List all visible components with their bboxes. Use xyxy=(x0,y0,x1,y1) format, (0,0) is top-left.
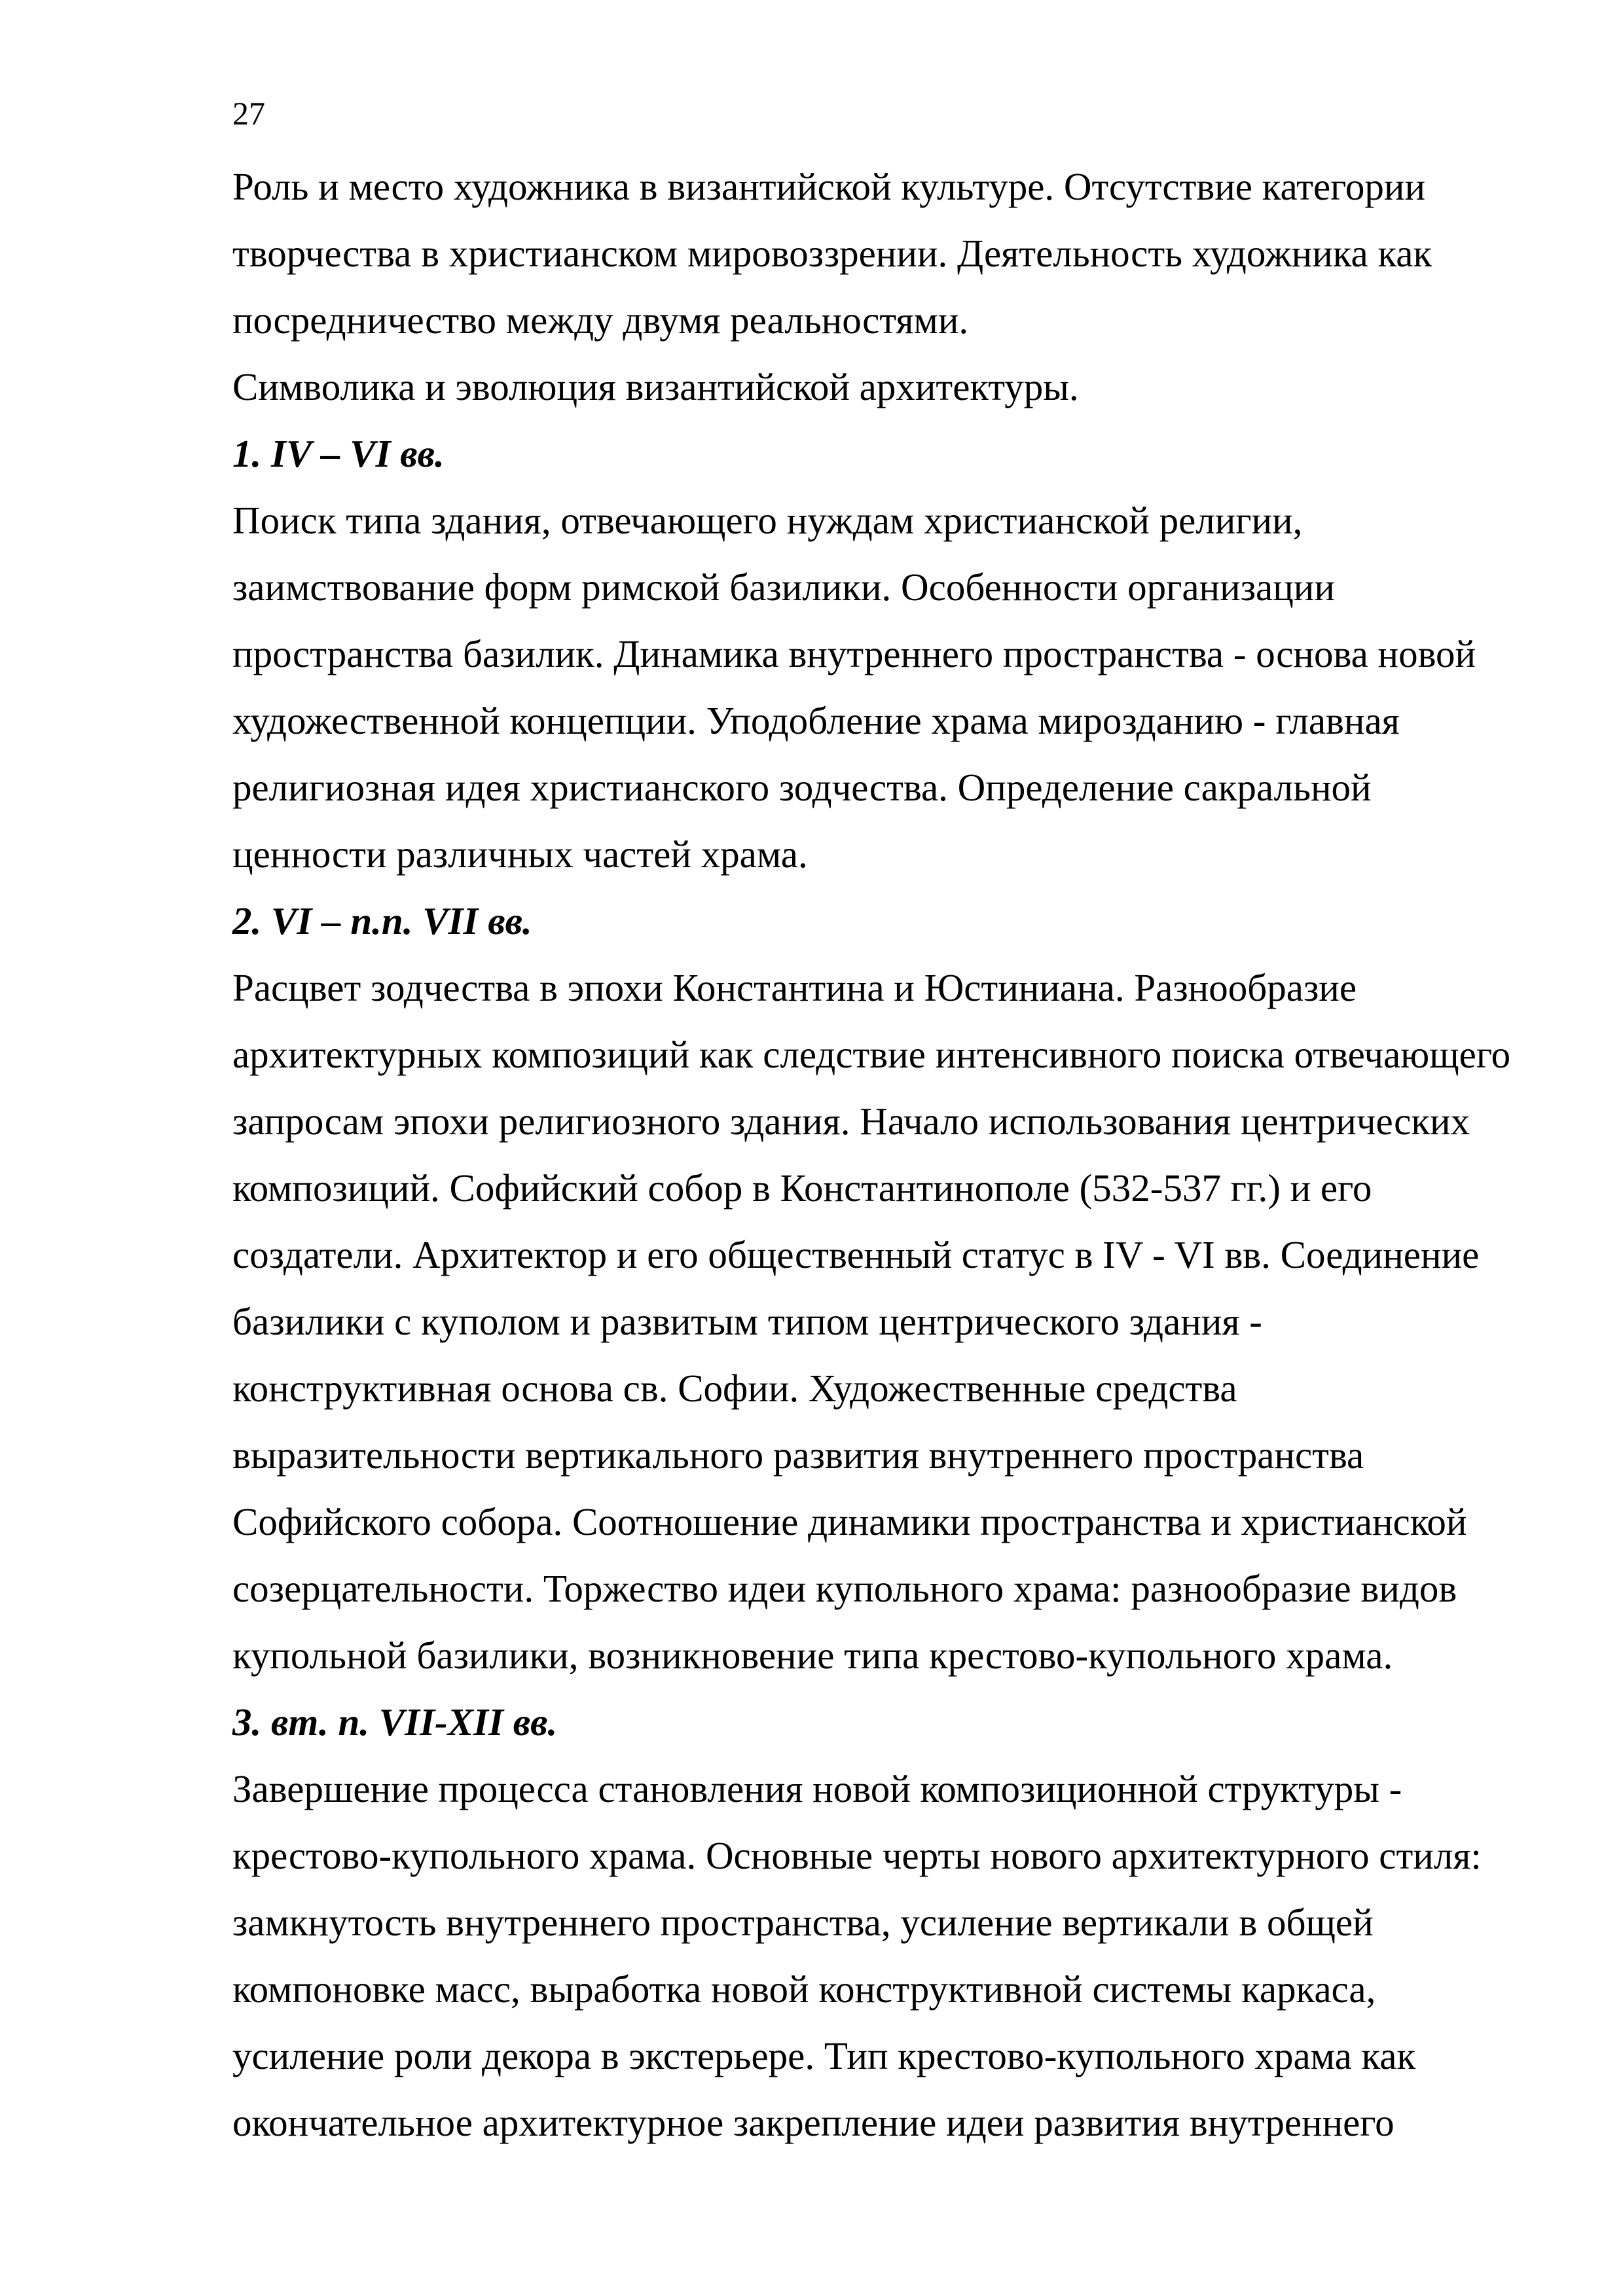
text-line: творчества в христианском мировоззрении. Деятельность художника как xyxy=(232,232,1432,275)
text-line: Символика и эволюция византийской архитектуры. xyxy=(232,365,1079,408)
text-line: пространства базилик. Динамика внутреннего пространства - основа новой xyxy=(232,632,1476,675)
section-heading-3: 3. вт. п. VII-XII вв. xyxy=(232,1700,558,1744)
text-line: художественной концепции. Уподобление храма мирозданию - главная xyxy=(232,699,1400,742)
text-line: замкнутость внутреннего пространства, усиление вертикали в общей xyxy=(232,1901,1374,1944)
text-line: заимствование форм римской базилики. Особенности организации xyxy=(232,565,1335,609)
text-line: религиозная идея христианского зодчества. Определение сакральной xyxy=(232,766,1372,809)
text-line: Софийского собора. Соотношение динамики пространства и христианской xyxy=(232,1500,1467,1543)
text-line: усиление роли декора в экстерьере. Тип крестово-купольного храма как xyxy=(232,2034,1416,2077)
page-number: 27 xyxy=(232,95,265,132)
text-line: Поиск типа здания, отвечающего нуждам христианской религии, xyxy=(232,499,1303,542)
text-line: Роль и место художника в византийской культуре. Отсутствие категории xyxy=(232,165,1426,208)
text-line: ценности различных частей храма. xyxy=(232,833,808,876)
text-line: посредничество между двумя реальностями. xyxy=(232,298,969,342)
section-heading-2: 2. VI – п.п. VII вв. xyxy=(232,899,532,942)
document-body xyxy=(232,153,1529,2156)
text-line: купольной базилики, возникновение типа крестово-купольного храма. xyxy=(232,1634,1393,1677)
text-line: создатели. Архитектор и его общественный статус в IV - VI вв. Соединение xyxy=(232,1233,1480,1276)
text-line: созерцательности. Торжество идеи купольного храма: разнообразие видов xyxy=(232,1567,1457,1610)
text-line: базилики с куполом и развитым типом центрического здания - xyxy=(232,1300,1262,1343)
text-line: композиций. Софийский собор в Константинополе (532-537 гг.) и его xyxy=(232,1166,1372,1210)
text-line: выразительности вертикального развития внутреннего пространства xyxy=(232,1433,1364,1477)
text-line: конструктивная основа св. Софии. Художественные средства xyxy=(232,1367,1237,1410)
text-line: запросам эпохи религиозного здания. Начало использования центрических xyxy=(232,1100,1470,1143)
text-line: компоновке масс, выработка новой конструктивной системы каркаса, xyxy=(232,1967,1376,2011)
text-line: крестово-купольного храма. Основные черты нового архитектурного стиля: xyxy=(232,1834,1482,1877)
section-heading-1: 1. IV – VI вв. xyxy=(232,432,445,475)
text-line: Завершение процесса становления новой композиционной структуры - xyxy=(232,1767,1402,1810)
text-line: архитектурных композиций как следствие интенсивного поиска отвечающего xyxy=(232,1033,1511,1076)
text-line: Расцвет зодчества в эпохи Константина и Юстиниана. Разнообразие xyxy=(232,966,1357,1009)
text-line: окончательное архитектурное закрепление идеи развития внутреннего xyxy=(232,2101,1395,2144)
